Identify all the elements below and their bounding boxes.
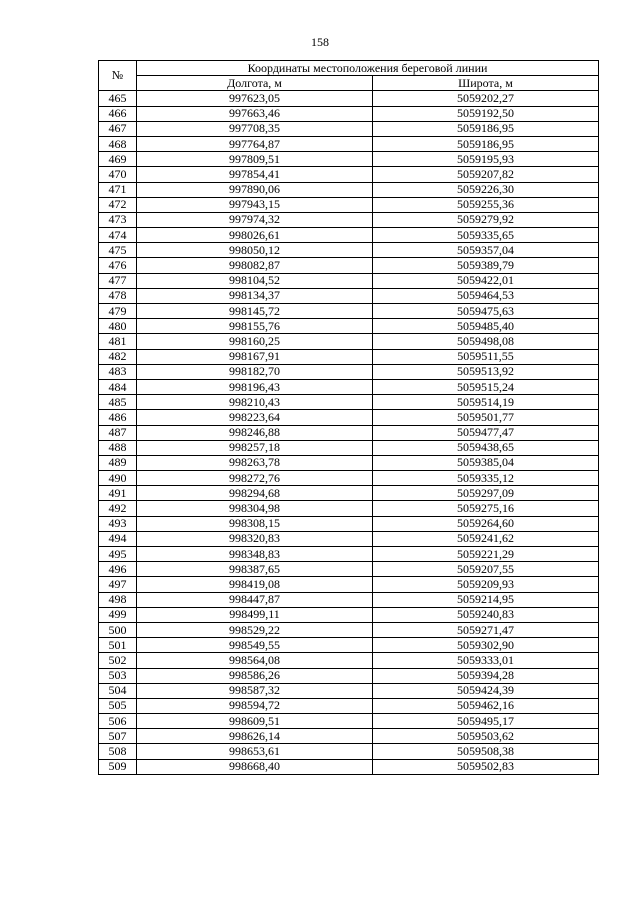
cell-longitude: 998160,25 bbox=[137, 334, 373, 349]
table-row bbox=[99, 501, 599, 516]
table-header bbox=[99, 61, 599, 91]
cell-longitude: 998167,91 bbox=[137, 349, 373, 364]
cell-longitude: 998050,12 bbox=[137, 243, 373, 258]
cell-number: 493 bbox=[99, 516, 137, 531]
cell-longitude: 998348,83 bbox=[137, 547, 373, 562]
cell-number: 473 bbox=[99, 212, 137, 227]
table-row bbox=[99, 304, 599, 319]
table-row bbox=[99, 455, 599, 470]
table-row bbox=[99, 273, 599, 288]
cell-number: 472 bbox=[99, 197, 137, 212]
cell-latitude: 5059240,83 bbox=[373, 607, 599, 622]
cell-number: 474 bbox=[99, 228, 137, 243]
cell-latitude: 5059186,95 bbox=[373, 121, 599, 136]
table-row bbox=[99, 364, 599, 379]
cell-latitude: 5059207,55 bbox=[373, 562, 599, 577]
table-row bbox=[99, 91, 599, 106]
cell-longitude: 998026,61 bbox=[137, 228, 373, 243]
cell-number: 483 bbox=[99, 364, 137, 379]
cell-longitude: 998082,87 bbox=[137, 258, 373, 273]
cell-latitude: 5059475,63 bbox=[373, 304, 599, 319]
cell-number: 494 bbox=[99, 531, 137, 546]
cell-number: 500 bbox=[99, 622, 137, 637]
cell-number: 498 bbox=[99, 592, 137, 607]
cell-number: 491 bbox=[99, 486, 137, 501]
table-row bbox=[99, 136, 599, 151]
cell-longitude: 998145,72 bbox=[137, 304, 373, 319]
cell-number: 481 bbox=[99, 334, 137, 349]
cell-longitude: 998196,43 bbox=[137, 379, 373, 394]
cell-number: 482 bbox=[99, 349, 137, 364]
cell-latitude: 5059221,29 bbox=[373, 547, 599, 562]
cell-number: 468 bbox=[99, 136, 137, 151]
cell-number: 466 bbox=[99, 106, 137, 121]
cell-latitude: 5059424,39 bbox=[373, 683, 599, 698]
cell-number: 479 bbox=[99, 304, 137, 319]
cell-longitude: 997854,41 bbox=[137, 167, 373, 182]
cell-latitude: 5059209,93 bbox=[373, 577, 599, 592]
cell-number: 490 bbox=[99, 471, 137, 486]
cell-longitude: 998104,52 bbox=[137, 273, 373, 288]
cell-latitude: 5059335,65 bbox=[373, 228, 599, 243]
cell-longitude: 998210,43 bbox=[137, 395, 373, 410]
table-row bbox=[99, 243, 599, 258]
cell-longitude: 998320,83 bbox=[137, 531, 373, 546]
cell-longitude: 998272,76 bbox=[137, 471, 373, 486]
cell-number: 501 bbox=[99, 638, 137, 653]
table-body bbox=[99, 91, 599, 774]
table-row bbox=[99, 440, 599, 455]
cell-longitude: 998419,08 bbox=[137, 577, 373, 592]
table-row bbox=[99, 197, 599, 212]
cell-longitude: 998257,18 bbox=[137, 440, 373, 455]
cell-number: 476 bbox=[99, 258, 137, 273]
cell-latitude: 5059195,93 bbox=[373, 152, 599, 167]
cell-longitude: 998564,08 bbox=[137, 653, 373, 668]
cell-latitude: 5059462,16 bbox=[373, 698, 599, 713]
header-latitude: Широта, м bbox=[373, 76, 599, 91]
table-row bbox=[99, 653, 599, 668]
table-row bbox=[99, 698, 599, 713]
cell-number: 497 bbox=[99, 577, 137, 592]
cell-latitude: 5059297,09 bbox=[373, 486, 599, 501]
table-row bbox=[99, 668, 599, 683]
cell-longitude: 997890,06 bbox=[137, 182, 373, 197]
coordinates-table bbox=[98, 60, 599, 775]
cell-latitude: 5059502,83 bbox=[373, 759, 599, 774]
cell-number: 503 bbox=[99, 668, 137, 683]
cell-number: 480 bbox=[99, 319, 137, 334]
cell-longitude: 998499,11 bbox=[137, 607, 373, 622]
cell-latitude: 5059511,55 bbox=[373, 349, 599, 364]
cell-longitude: 998223,64 bbox=[137, 410, 373, 425]
cell-number: 471 bbox=[99, 182, 137, 197]
cell-number: 502 bbox=[99, 653, 137, 668]
table-row bbox=[99, 486, 599, 501]
cell-longitude: 998387,65 bbox=[137, 562, 373, 577]
cell-longitude: 998246,88 bbox=[137, 425, 373, 440]
cell-latitude: 5059389,79 bbox=[373, 258, 599, 273]
table-row bbox=[99, 759, 599, 774]
cell-latitude: 5059271,47 bbox=[373, 622, 599, 637]
cell-longitude: 997809,51 bbox=[137, 152, 373, 167]
cell-latitude: 5059438,65 bbox=[373, 440, 599, 455]
cell-latitude: 5059495,17 bbox=[373, 714, 599, 729]
cell-longitude: 998653,61 bbox=[137, 744, 373, 759]
table-row bbox=[99, 607, 599, 622]
cell-number: 505 bbox=[99, 698, 137, 713]
table-row bbox=[99, 744, 599, 759]
cell-latitude: 5059202,27 bbox=[373, 91, 599, 106]
cell-latitude: 5059302,90 bbox=[373, 638, 599, 653]
table-row bbox=[99, 577, 599, 592]
cell-latitude: 5059264,60 bbox=[373, 516, 599, 531]
cell-number: 475 bbox=[99, 243, 137, 258]
cell-number: 465 bbox=[99, 91, 137, 106]
table-row bbox=[99, 379, 599, 394]
cell-number: 496 bbox=[99, 562, 137, 577]
cell-latitude: 5059192,50 bbox=[373, 106, 599, 121]
cell-longitude: 998263,78 bbox=[137, 455, 373, 470]
page-number: 158 bbox=[311, 35, 329, 49]
cell-latitude: 5059477,47 bbox=[373, 425, 599, 440]
cell-number: 487 bbox=[99, 425, 137, 440]
cell-longitude: 998447,87 bbox=[137, 592, 373, 607]
cell-latitude: 5059508,38 bbox=[373, 744, 599, 759]
table-row bbox=[99, 516, 599, 531]
cell-longitude: 998182,70 bbox=[137, 364, 373, 379]
cell-latitude: 5059385,04 bbox=[373, 455, 599, 470]
cell-longitude: 998134,37 bbox=[137, 288, 373, 303]
table-row bbox=[99, 121, 599, 136]
cell-number: 477 bbox=[99, 273, 137, 288]
table-row bbox=[99, 471, 599, 486]
table-row bbox=[99, 592, 599, 607]
cell-longitude: 998155,76 bbox=[137, 319, 373, 334]
cell-latitude: 5059226,30 bbox=[373, 182, 599, 197]
cell-longitude: 997623,05 bbox=[137, 91, 373, 106]
table-row bbox=[99, 425, 599, 440]
cell-latitude: 5059514,19 bbox=[373, 395, 599, 410]
cell-longitude: 998609,51 bbox=[137, 714, 373, 729]
table-row bbox=[99, 319, 599, 334]
header-coordinates-group: Координаты местоположения береговой линии bbox=[137, 61, 599, 76]
table-row bbox=[99, 547, 599, 562]
cell-number: 492 bbox=[99, 501, 137, 516]
cell-number: 478 bbox=[99, 288, 137, 303]
table-row bbox=[99, 288, 599, 303]
cell-number: 486 bbox=[99, 410, 137, 425]
table-row bbox=[99, 349, 599, 364]
cell-number: 488 bbox=[99, 440, 137, 455]
table-row bbox=[99, 212, 599, 227]
cell-latitude: 5059394,28 bbox=[373, 668, 599, 683]
table-row bbox=[99, 531, 599, 546]
table-row bbox=[99, 714, 599, 729]
cell-latitude: 5059498,08 bbox=[373, 334, 599, 349]
header-longitude: Долгота, м bbox=[137, 76, 373, 91]
cell-longitude: 997764,87 bbox=[137, 136, 373, 151]
cell-number: 499 bbox=[99, 607, 137, 622]
cell-number: 509 bbox=[99, 759, 137, 774]
cell-number: 489 bbox=[99, 455, 137, 470]
cell-latitude: 5059335,12 bbox=[373, 471, 599, 486]
cell-longitude: 998308,15 bbox=[137, 516, 373, 531]
header-number: № bbox=[99, 61, 137, 91]
table-row bbox=[99, 638, 599, 653]
cell-latitude: 5059333,01 bbox=[373, 653, 599, 668]
cell-longitude: 998529,22 bbox=[137, 622, 373, 637]
cell-longitude: 998586,26 bbox=[137, 668, 373, 683]
table-row bbox=[99, 152, 599, 167]
table-row bbox=[99, 562, 599, 577]
cell-longitude: 998294,68 bbox=[137, 486, 373, 501]
cell-number: 469 bbox=[99, 152, 137, 167]
cell-latitude: 5059503,62 bbox=[373, 729, 599, 744]
cell-number: 504 bbox=[99, 683, 137, 698]
cell-longitude: 997663,46 bbox=[137, 106, 373, 121]
cell-number: 508 bbox=[99, 744, 137, 759]
cell-latitude: 5059275,16 bbox=[373, 501, 599, 516]
cell-longitude: 998587,32 bbox=[137, 683, 373, 698]
cell-latitude: 5059255,36 bbox=[373, 197, 599, 212]
cell-number: 485 bbox=[99, 395, 137, 410]
table-row bbox=[99, 258, 599, 273]
cell-latitude: 5059422,01 bbox=[373, 273, 599, 288]
cell-number: 506 bbox=[99, 714, 137, 729]
cell-latitude: 5059279,92 bbox=[373, 212, 599, 227]
cell-longitude: 998668,40 bbox=[137, 759, 373, 774]
cell-number: 507 bbox=[99, 729, 137, 744]
cell-longitude: 997943,15 bbox=[137, 197, 373, 212]
cell-latitude: 5059515,24 bbox=[373, 379, 599, 394]
table-row bbox=[99, 182, 599, 197]
cell-longitude: 998549,55 bbox=[137, 638, 373, 653]
cell-latitude: 5059501,77 bbox=[373, 410, 599, 425]
table-row bbox=[99, 410, 599, 425]
cell-longitude: 998626,14 bbox=[137, 729, 373, 744]
table-row bbox=[99, 228, 599, 243]
cell-number: 467 bbox=[99, 121, 137, 136]
cell-latitude: 5059241,62 bbox=[373, 531, 599, 546]
cell-longitude: 997708,35 bbox=[137, 121, 373, 136]
cell-number: 470 bbox=[99, 167, 137, 182]
cell-longitude: 997974,32 bbox=[137, 212, 373, 227]
table-row bbox=[99, 683, 599, 698]
cell-latitude: 5059513,92 bbox=[373, 364, 599, 379]
cell-latitude: 5059357,04 bbox=[373, 243, 599, 258]
table-row bbox=[99, 729, 599, 744]
table-row bbox=[99, 334, 599, 349]
table-row bbox=[99, 395, 599, 410]
table-row bbox=[99, 106, 599, 121]
cell-latitude: 5059464,53 bbox=[373, 288, 599, 303]
cell-latitude: 5059207,82 bbox=[373, 167, 599, 182]
table-row bbox=[99, 167, 599, 182]
cell-number: 495 bbox=[99, 547, 137, 562]
cell-latitude: 5059214,95 bbox=[373, 592, 599, 607]
cell-longitude: 998304,98 bbox=[137, 501, 373, 516]
cell-number: 484 bbox=[99, 379, 137, 394]
cell-latitude: 5059485,40 bbox=[373, 319, 599, 334]
table-row bbox=[99, 622, 599, 637]
cell-latitude: 5059186,95 bbox=[373, 136, 599, 151]
cell-longitude: 998594,72 bbox=[137, 698, 373, 713]
